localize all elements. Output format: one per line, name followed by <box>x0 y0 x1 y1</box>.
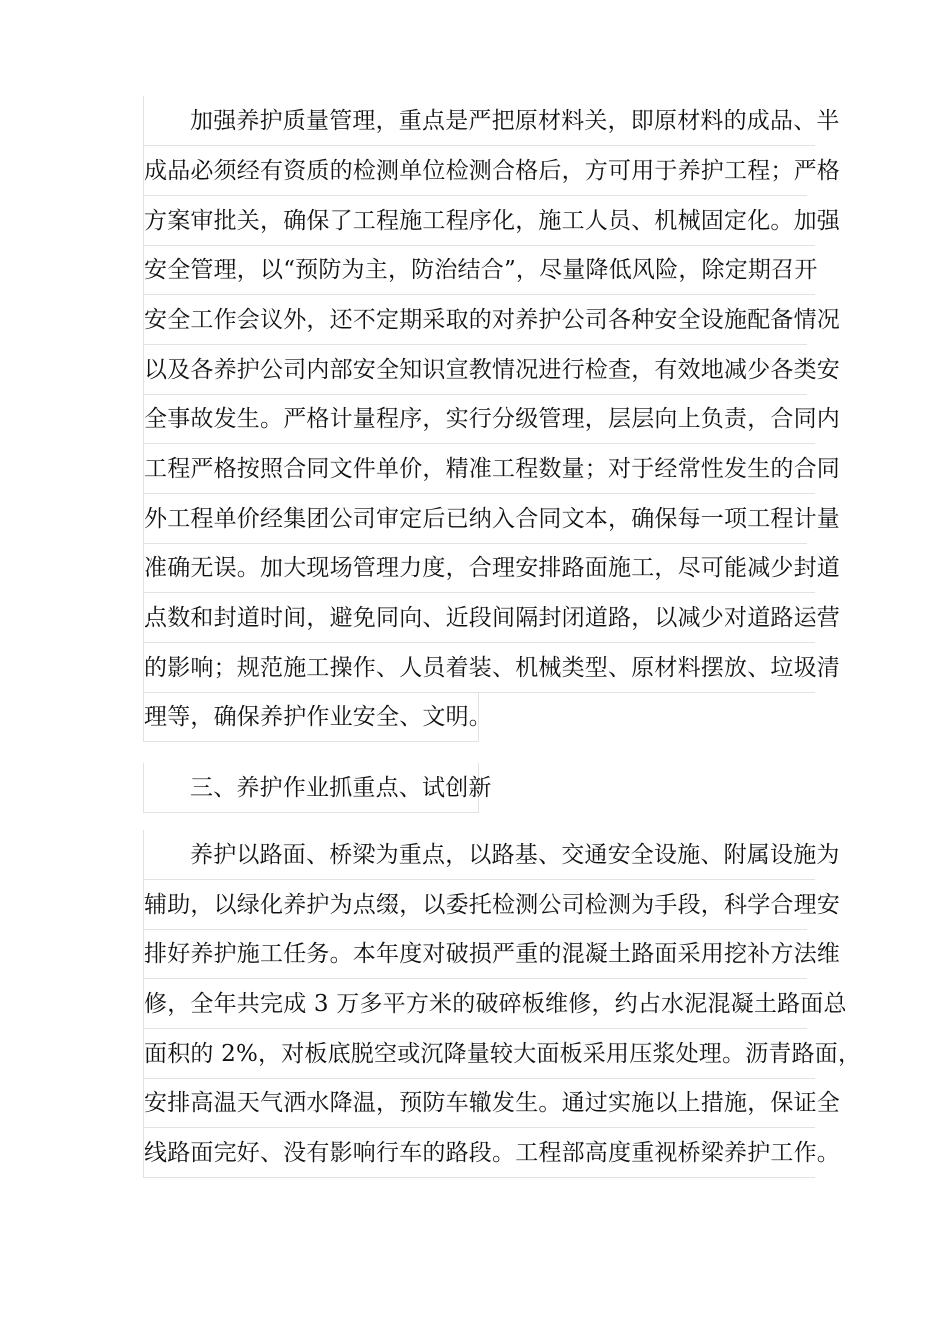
paragraph-1-line-12: 的影响；规范施工操作、人员着装、机械类型、原材料摆放、垃圾清 <box>143 643 815 693</box>
paragraph-1-line-2: 成品必须经有资质的检测单位检测合格后，方可用于养护工程；严格 <box>143 146 807 196</box>
paragraph-2-line-7: 线路面完好、没有影响行车的路段。工程部高度重视桥梁养护工作。 <box>143 1128 815 1178</box>
paragraph-2-line-4: 修，全年共完成 3 万多平方米的破碎板维修，约占水泥混凝土路面总 <box>143 979 807 1029</box>
paragraph-2-line-6: 安排高温天气洒水降温，预防车辙发生。通过实施以上措施，保证全 <box>143 1078 815 1128</box>
paragraph-1-line-13: 理等，确保养护作业安全、文明。 <box>143 692 479 742</box>
paragraph-1-line-5: 安全工作会议外，还不定期采取的对养护公司各种安全设施配备情况 <box>143 295 807 345</box>
paragraph-1-line-8: 工程严格按照合同文件单价，精准工程数量；对于经常性发生的合同 <box>143 444 815 494</box>
paragraph-1-line-4: 安全管理，以“预防为主，防治结合”，尽量降低风险，除定期召开 <box>143 245 815 295</box>
paragraph-2-line-3: 排好养护施工任务。本年度对破损严重的混凝土路面采用挖补方法维 <box>143 929 807 979</box>
paragraph-1-line-1: 加强养护质量管理，重点是严把原材料关，即原材料的成品、半 <box>143 96 815 146</box>
paragraph-1-line-11: 点数和封道时间，避免同向、近段间隔封闭道路，以减少对道路运营 <box>143 593 815 643</box>
paragraph-2-line-1: 养护以路面、桥梁为重点，以路基、交通安全设施、附属设施为 <box>143 830 815 880</box>
paragraph-1-line-7: 全事故发生。严格计量程序，实行分级管理，层层向上负责，合同内 <box>143 394 815 444</box>
paragraph-2-line-2: 辅助，以绿化养护为点缀，以委托检测公司检测为手段，科学合理安 <box>143 880 807 930</box>
paragraph-1-line-3: 方案审批关，确保了工程施工程序化，施工人员、机械固定化。加强 <box>143 196 815 246</box>
paragraph-1-line-10: 准确无误。加大现场管理力度，合理安排路面施工，尽可能减少封道 <box>143 543 815 593</box>
section-heading-3: 三、养护作业抓重点、试创新 <box>143 763 479 813</box>
paragraph-2-line-5: 面积的 2%，对板底脱空或沉降量较大面板采用压浆处理。沥青路面， <box>143 1029 815 1079</box>
paragraph-1-line-6: 以及各养护公司内部安全知识宣教情况进行检查，有效地减少各类安 <box>143 345 807 395</box>
paragraph-1-line-9: 外工程单价经集团公司审定后已纳入合同文本，确保每一项工程计量 <box>143 494 807 544</box>
